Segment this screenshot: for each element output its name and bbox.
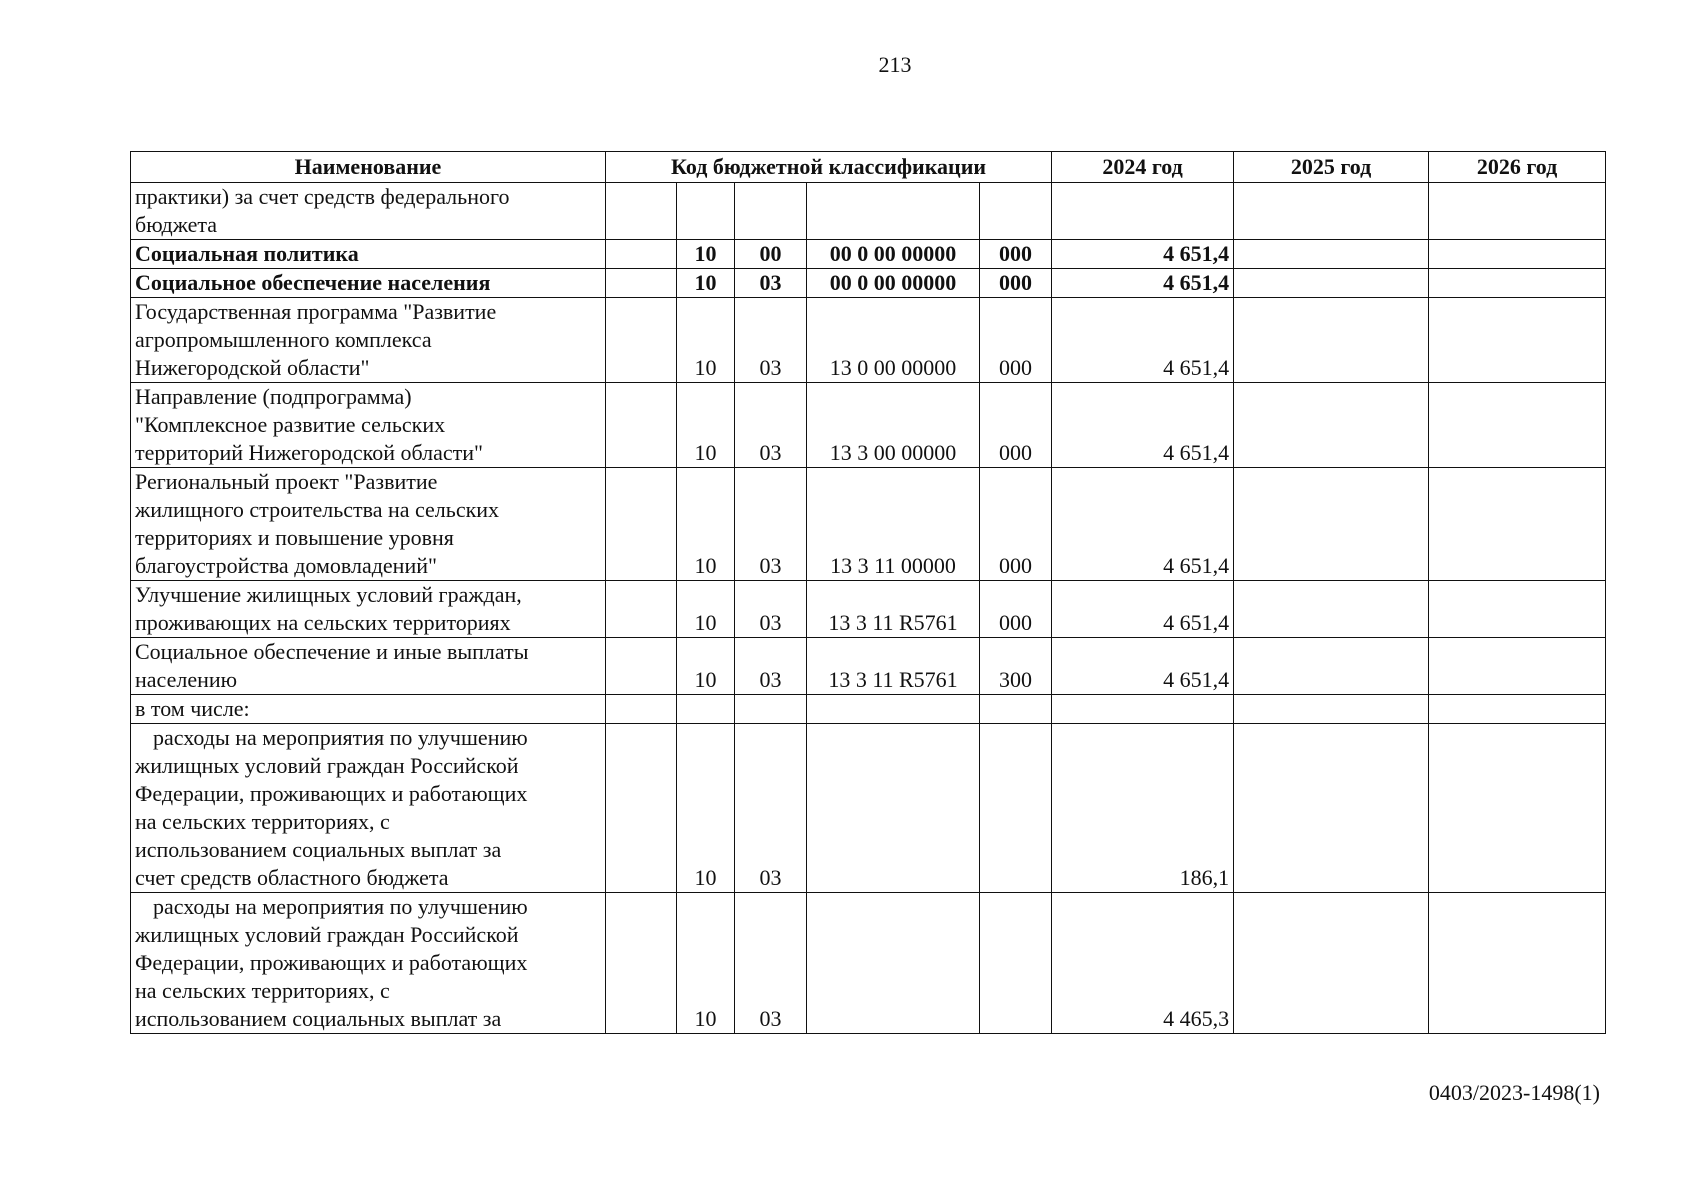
value-2026 xyxy=(1429,183,1606,240)
code-subsection: 03 xyxy=(735,468,807,581)
header-row xyxy=(131,152,1606,183)
table-row xyxy=(131,581,1606,638)
code-expense-type xyxy=(980,183,1052,240)
table-row xyxy=(131,298,1606,383)
code-target xyxy=(807,893,980,1034)
header-name: Наименование xyxy=(131,152,606,183)
budget-table xyxy=(130,151,1606,1034)
value-2025 xyxy=(1234,468,1429,581)
code-section: 10 xyxy=(677,269,735,298)
code-part-1 xyxy=(606,581,677,638)
value-2026 xyxy=(1429,581,1606,638)
code-part-1 xyxy=(606,893,677,1034)
value-2024: 4 465,3 xyxy=(1052,893,1234,1034)
header-2024: 2024 год xyxy=(1052,152,1234,183)
code-section: 10 xyxy=(677,638,735,695)
code-part-1 xyxy=(606,269,677,298)
code-target: 13 3 11 R5761 xyxy=(807,581,980,638)
code-target: 13 0 00 00000 xyxy=(807,298,980,383)
row-name: Направление (подпрограмма) "Комплексное развитие сельских территорий Нижегородской области" xyxy=(131,383,606,468)
code-subsection: 03 xyxy=(735,269,807,298)
code-expense-type xyxy=(980,695,1052,724)
value-2026 xyxy=(1429,468,1606,581)
code-part-1 xyxy=(606,468,677,581)
code-target xyxy=(807,724,980,893)
header-2025: 2025 год xyxy=(1234,152,1429,183)
value-2025 xyxy=(1234,383,1429,468)
value-2025 xyxy=(1234,724,1429,893)
value-2025 xyxy=(1234,269,1429,298)
row-name: Социальная политика xyxy=(131,240,606,269)
code-section xyxy=(677,695,735,724)
value-2025 xyxy=(1234,581,1429,638)
value-2024: 4 651,4 xyxy=(1052,383,1234,468)
code-expense-type xyxy=(980,724,1052,893)
value-2025 xyxy=(1234,638,1429,695)
code-section: 10 xyxy=(677,724,735,893)
table-row xyxy=(131,240,1606,269)
document-code: 0403/2023-1498(1) xyxy=(1428,1080,1600,1105)
code-section: 10 xyxy=(677,581,735,638)
table-row xyxy=(131,724,1606,893)
header-code: Код бюджетной классификации xyxy=(606,152,1052,183)
code-expense-type xyxy=(980,893,1052,1034)
code-part-1 xyxy=(606,724,677,893)
value-2026 xyxy=(1429,269,1606,298)
value-2024 xyxy=(1052,183,1234,240)
value-2024: 4 651,4 xyxy=(1052,468,1234,581)
code-part-1 xyxy=(606,383,677,468)
code-section: 10 xyxy=(677,240,735,269)
row-name: в том числе: xyxy=(131,695,606,724)
value-2026 xyxy=(1429,638,1606,695)
code-subsection xyxy=(735,183,807,240)
code-expense-type: 000 xyxy=(980,240,1052,269)
row-name: Государственная программа "Развитие агропромышленного комплекса Нижегородской области" xyxy=(131,298,606,383)
code-expense-type: 300 xyxy=(980,638,1052,695)
code-target xyxy=(807,183,980,240)
value-2025 xyxy=(1234,893,1429,1034)
value-2025 xyxy=(1234,183,1429,240)
code-subsection: 03 xyxy=(735,724,807,893)
code-target: 13 3 00 00000 xyxy=(807,383,980,468)
code-target: 13 3 11 00000 xyxy=(807,468,980,581)
code-target: 00 0 00 00000 xyxy=(807,269,980,298)
code-subsection: 03 xyxy=(735,893,807,1034)
value-2024: 186,1 xyxy=(1052,724,1234,893)
header-2026: 2026 год xyxy=(1429,152,1606,183)
value-2025 xyxy=(1234,240,1429,269)
row-name: Региональный проект "Развитие жилищного строительства на сельских территориях и повышение уровня благоустройства домовладений" xyxy=(131,468,606,581)
value-2026 xyxy=(1429,695,1606,724)
value-2024: 4 651,4 xyxy=(1052,581,1234,638)
value-2024 xyxy=(1052,695,1234,724)
value-2024: 4 651,4 xyxy=(1052,240,1234,269)
code-part-1 xyxy=(606,183,677,240)
code-subsection: 03 xyxy=(735,383,807,468)
code-expense-type: 000 xyxy=(980,298,1052,383)
row-name: практики) за счет средств федерального бюджета xyxy=(131,183,606,240)
value-2024: 4 651,4 xyxy=(1052,638,1234,695)
row-name: расходы на мероприятия по улучшению жилищных условий граждан Российской Федерации, проживающих и работающих на сельских территориях, с использованием социальных выплат за xyxy=(131,893,606,1034)
code-expense-type: 000 xyxy=(980,581,1052,638)
value-2026 xyxy=(1429,298,1606,383)
table-row xyxy=(131,695,1606,724)
code-section xyxy=(677,183,735,240)
code-section: 10 xyxy=(677,468,735,581)
value-2026 xyxy=(1429,893,1606,1034)
code-expense-type: 000 xyxy=(980,468,1052,581)
value-2026 xyxy=(1429,240,1606,269)
code-section: 10 xyxy=(677,298,735,383)
code-subsection: 03 xyxy=(735,581,807,638)
row-name: Социальное обеспечение населения xyxy=(131,269,606,298)
table-row xyxy=(131,183,1606,240)
code-subsection: 03 xyxy=(735,638,807,695)
code-part-1 xyxy=(606,638,677,695)
table-row xyxy=(131,893,1606,1034)
code-part-1 xyxy=(606,298,677,383)
code-part-1 xyxy=(606,695,677,724)
code-section: 10 xyxy=(677,893,735,1034)
code-subsection: 00 xyxy=(735,240,807,269)
code-section: 10 xyxy=(677,383,735,468)
row-name: Улучшение жилищных условий граждан, проживающих на сельских территориях xyxy=(131,581,606,638)
table-row xyxy=(131,383,1606,468)
code-part-1 xyxy=(606,240,677,269)
code-target: 00 0 00 00000 xyxy=(807,240,980,269)
code-expense-type: 000 xyxy=(980,269,1052,298)
value-2025 xyxy=(1234,695,1429,724)
code-target xyxy=(807,695,980,724)
code-subsection xyxy=(735,695,807,724)
value-2024: 4 651,4 xyxy=(1052,269,1234,298)
code-subsection: 03 xyxy=(735,298,807,383)
row-name: расходы на мероприятия по улучшению жилищных условий граждан Российской Федерации, проживающих и работающих на сельских территориях, с использованием социальных выплат за счет средств областного бюджета xyxy=(131,724,606,893)
code-target: 13 3 11 R5761 xyxy=(807,638,980,695)
table-row xyxy=(131,468,1606,581)
row-name: Социальное обеспечение и иные выплаты населению xyxy=(131,638,606,695)
table-row xyxy=(131,269,1606,298)
code-expense-type: 000 xyxy=(980,383,1052,468)
page-number: 213 xyxy=(878,52,912,77)
value-2025 xyxy=(1234,298,1429,383)
value-2026 xyxy=(1429,724,1606,893)
value-2026 xyxy=(1429,383,1606,468)
table-row xyxy=(131,638,1606,695)
value-2024: 4 651,4 xyxy=(1052,298,1234,383)
